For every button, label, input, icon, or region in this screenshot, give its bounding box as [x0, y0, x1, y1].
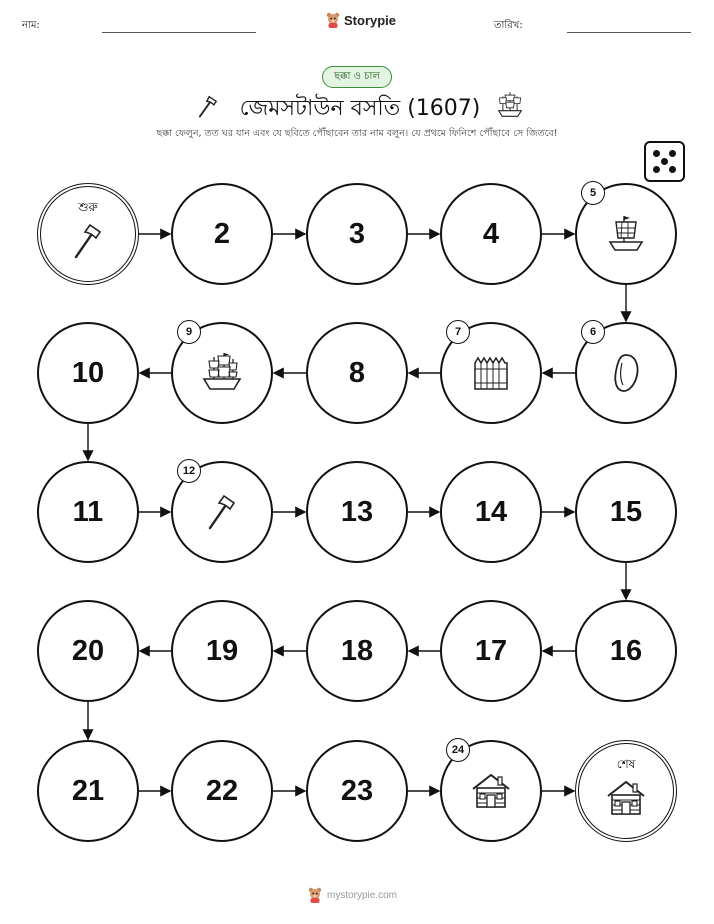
space-number-tag: 12	[177, 459, 201, 483]
start-label: শুরু	[78, 200, 98, 214]
space-number: 2	[213, 217, 231, 250]
space-number-tag: 9	[177, 320, 201, 344]
board-space-14	[440, 461, 542, 563]
space-number-tag: 24	[446, 738, 470, 762]
space-number: 16	[609, 634, 643, 667]
start-space	[37, 183, 139, 285]
space-number-tag: 7	[446, 320, 470, 344]
cabin-icon	[602, 774, 650, 822]
name-label: নাম:	[22, 20, 40, 31]
game-type-badge: ছক্কা ও চাল	[322, 66, 392, 88]
space-number: 20	[71, 634, 105, 667]
space-number: 14	[474, 495, 508, 528]
board-space-15	[575, 461, 677, 563]
board-space-18	[306, 600, 408, 702]
board-space-6	[575, 322, 677, 424]
board-space-23	[306, 740, 408, 842]
space-number: 17	[474, 634, 508, 667]
footer-bear-icon	[308, 887, 322, 903]
board-space-10	[37, 322, 139, 424]
space-number: 4	[482, 217, 500, 250]
board-space-20	[37, 600, 139, 702]
space-number: 8	[348, 356, 366, 389]
instructions: ছক্কা ফেলুন, তত ঘর যান এবং যে ছবিতে পৌঁছাবেন তার নাম বলুন। যে প্রথমে ফিনিশে পৌঁছাবে সে জিতবে!	[156, 128, 558, 139]
board-space-4	[440, 183, 542, 285]
space-number: 3	[348, 217, 366, 250]
space-number-tag: 6	[581, 320, 605, 344]
footer	[308, 887, 397, 903]
board-space-24	[440, 740, 542, 842]
space-number: 22	[205, 774, 239, 807]
space-number: 10	[71, 356, 105, 389]
board-space-8	[306, 322, 408, 424]
space-number: 15	[609, 495, 643, 528]
space-number-tag: 5	[581, 181, 605, 205]
axe-icon	[198, 488, 246, 536]
palisade-icon	[467, 349, 515, 397]
galleon-icon	[198, 349, 246, 397]
footer-url: mystorypie.com	[327, 889, 398, 901]
seed-icon	[602, 349, 650, 397]
board-space-9	[171, 322, 273, 424]
space-number: 18	[340, 634, 374, 667]
brand-name: Storypie	[344, 12, 397, 28]
board-space-22	[171, 740, 273, 842]
board-space-11	[37, 461, 139, 563]
page-title: জেমসটাউন বসতি (1607)	[239, 96, 481, 121]
board-space-19	[171, 600, 273, 702]
axe-icon	[64, 217, 112, 265]
cabin-icon	[467, 767, 515, 815]
board-space-3	[306, 183, 408, 285]
ship-icon	[602, 210, 650, 258]
space-number: 23	[340, 774, 374, 807]
board-space-2	[171, 183, 273, 285]
board-space-5	[575, 183, 677, 285]
board-space-17	[440, 600, 542, 702]
space-number: 21	[71, 774, 105, 807]
board-space-21	[37, 740, 139, 842]
board-space-13	[306, 461, 408, 563]
space-number: 19	[205, 634, 239, 667]
board-space-16	[575, 600, 677, 702]
finish-space	[575, 740, 677, 842]
board-space-7	[440, 322, 542, 424]
finish-label: শেষ	[616, 757, 636, 771]
space-number: 13	[340, 495, 374, 528]
date-label: তারিখ:	[494, 20, 523, 31]
board-space-12	[171, 461, 273, 563]
space-number: 11	[72, 495, 104, 528]
